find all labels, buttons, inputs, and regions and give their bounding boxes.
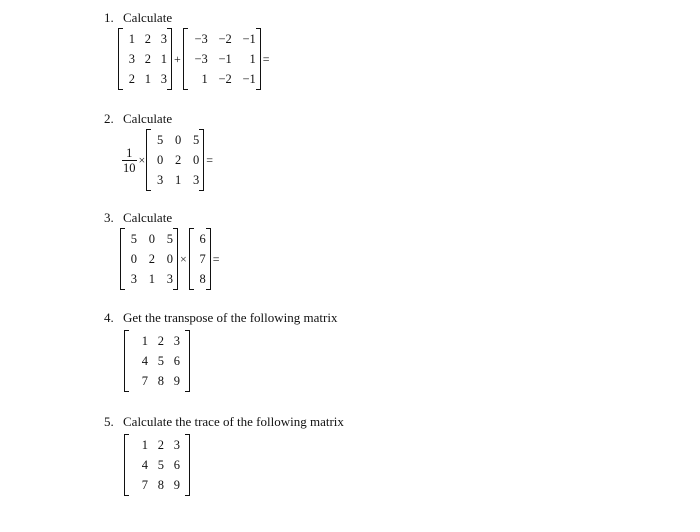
problem-2-expression: [122, 129, 213, 191]
matrix-cell: −2: [218, 32, 232, 46]
problem-3-heading: [104, 210, 304, 226]
right-bracket: [185, 330, 190, 392]
fraction-numerator: 1: [126, 145, 133, 160]
matrix-cell: 0: [148, 232, 155, 246]
matrix-cell: 9: [173, 374, 180, 388]
matrix-cell: 5: [166, 232, 173, 246]
times-operator: ×: [138, 152, 146, 167]
matrix-cell: 1: [148, 272, 155, 286]
problem-1-heading: [104, 10, 304, 26]
matrix-cell: 4: [141, 354, 148, 368]
matrix-cell: 5: [130, 232, 137, 246]
matrix-cell: 2: [144, 32, 151, 46]
vector-cell: 8: [199, 272, 206, 286]
matrix-cell: 3: [173, 438, 180, 452]
matrix-cell: 1: [128, 32, 135, 46]
matrix-cell: 5: [157, 354, 164, 368]
problem-4-heading: [104, 310, 434, 326]
matrix-cell: 3: [130, 272, 137, 286]
matrix-cell: 0: [175, 133, 182, 147]
times-operator: ×: [180, 251, 187, 266]
matrix-cell: −3: [194, 32, 208, 46]
right-bracket: [167, 28, 172, 90]
equals-sign: =: [262, 51, 270, 66]
vector-cell: 6: [199, 232, 206, 246]
problem-number: 1.: [104, 10, 114, 25]
left-bracket: [124, 434, 129, 496]
matrix-cell: 2: [144, 52, 151, 66]
problem-2-heading: [104, 111, 304, 127]
matrix-cell: 3: [166, 272, 173, 286]
equals-sign: =: [206, 152, 214, 167]
problem-prompt: Calculate: [123, 111, 173, 126]
left-bracket: [146, 129, 151, 191]
right-bracket: [256, 28, 261, 90]
matrix: [146, 129, 204, 191]
matrix-cell: 3: [157, 173, 164, 187]
matrix-cell: −2: [218, 72, 232, 86]
matrix-cell: 3: [173, 334, 180, 348]
left-bracket: [183, 28, 188, 90]
matrix-cell: −1: [242, 32, 256, 46]
right-bracket: [173, 228, 178, 290]
matrix-cell: 0: [157, 153, 164, 167]
fraction-denominator: 10: [123, 160, 136, 175]
matrix-cell: 7: [141, 478, 148, 492]
problem-number: 4.: [104, 310, 114, 325]
problem-prompt: Calculate the trace of the following matrix: [123, 414, 344, 429]
vector: [189, 228, 211, 290]
plus-operator: +: [174, 51, 181, 66]
matrix: [124, 330, 190, 392]
problem-number: 5.: [104, 414, 114, 429]
matrix-cell: 3: [160, 32, 167, 46]
equals-sign: =: [212, 251, 220, 266]
matrix-cell: 0: [193, 153, 200, 167]
matrix-cell: 8: [157, 478, 164, 492]
matrix-cell: 2: [175, 153, 182, 167]
matrix-cell: 7: [141, 374, 148, 388]
matrix-cell: 6: [173, 354, 180, 368]
matrix: [120, 228, 178, 290]
problem-prompt: Calculate: [123, 210, 173, 225]
matrix-cell: 5: [157, 133, 164, 147]
problem-1-expression: [118, 28, 270, 90]
left-bracket: [124, 330, 129, 392]
matrix-cell: −1: [242, 72, 256, 86]
matrix-cell: 2: [148, 252, 155, 266]
matrix-cell: 1: [144, 72, 151, 86]
matrix: [124, 434, 190, 496]
left-bracket: [120, 228, 125, 290]
matrix-cell: 8: [157, 374, 164, 388]
right-bracket: [199, 129, 204, 191]
matrix-cell: 0: [166, 252, 173, 266]
matrix-b: [183, 28, 261, 90]
problem-prompt: Get the transpose of the following matrix: [123, 310, 338, 325]
problem-4-expression: [124, 330, 190, 392]
vector-cell: 7: [199, 252, 206, 266]
matrix-cell: 0: [130, 252, 137, 266]
matrix-cell: 6: [173, 458, 180, 472]
problem-5-expression: [124, 434, 190, 496]
matrix-cell: 2: [157, 334, 164, 348]
matrix-a: [118, 28, 172, 90]
matrix-cell: 1: [201, 72, 208, 86]
matrix-cell: 3: [128, 52, 135, 66]
left-bracket: [189, 228, 194, 290]
matrix-cell: 1: [175, 173, 182, 187]
fraction: [122, 146, 137, 175]
matrix-cell: 5: [193, 133, 200, 147]
problem-prompt: Calculate: [123, 10, 173, 25]
problem-number: 3.: [104, 210, 114, 225]
problem-3-expression: [120, 228, 220, 290]
matrix-cell: 5: [157, 458, 164, 472]
matrix-cell: 1: [160, 52, 167, 66]
problem-5-heading: [104, 414, 434, 430]
matrix-cell: 1: [249, 52, 256, 66]
matrix-cell: 3: [160, 72, 167, 86]
matrix-cell: 2: [128, 72, 135, 86]
problem-number: 2.: [104, 111, 114, 126]
matrix-cell: −1: [218, 52, 232, 66]
right-bracket: [185, 434, 190, 496]
matrix-cell: 1: [141, 438, 148, 452]
left-bracket: [118, 28, 123, 90]
right-bracket: [206, 228, 211, 290]
matrix-cell: 2: [157, 438, 164, 452]
matrix-cell: 1: [141, 334, 148, 348]
matrix-cell: 4: [141, 458, 148, 472]
matrix-cell: 3: [193, 173, 200, 187]
matrix-cell: −3: [194, 52, 208, 66]
matrix-cell: 9: [173, 478, 180, 492]
